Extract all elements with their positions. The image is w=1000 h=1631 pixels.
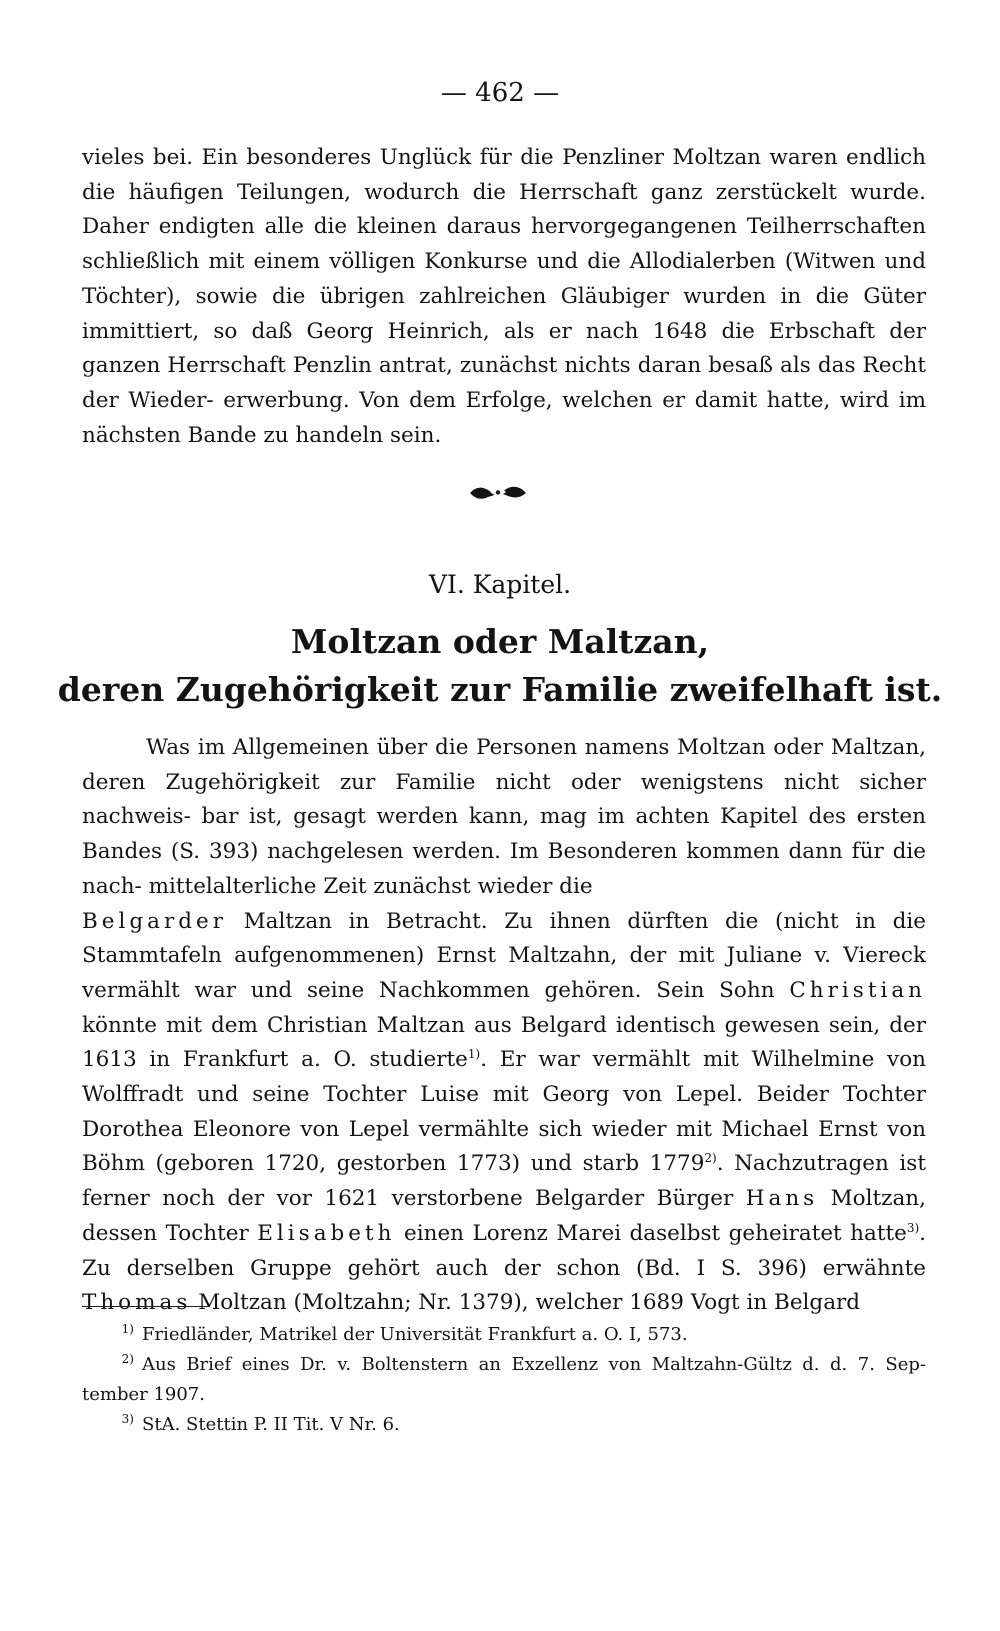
text-span: . Nachzutragen ist ferner noch der vor 1621 verstorbene Belgarder Bürger — [82, 1151, 926, 1212]
footnote-text: StA. Stettin P. II Tit. V Nr. 6. — [142, 1414, 400, 1435]
spaced-name-christian: Christian — [789, 977, 926, 1003]
text-span: Was im Allgemeinen über die Personen namens Moltzan oder Maltzan, deren Zugehörigkeit zur Familie nicht oder wenigstens nicht sicher nachweis- bar ist, gesagt werden kann, mag im achten Kapitel des ersten Bandes (S. 393) nachgelesen werden. Im Besonderen kommen dann für die nach- mittelalterliche Zeit zunächst wieder die — [82, 735, 926, 899]
spaced-name-hans: Hans — [745, 1186, 819, 1212]
footnote-text: Aus Brief eines Dr. v. Boltenstern an Exzellenz von Maltzahn-Gültz d. d. 7. Sep- tember 1907. — [82, 1354, 926, 1405]
text-span: . Zu derselben Gruppe gehört auch der schon (Bd. I S. 396) erwähnte — [82, 1220, 927, 1281]
text-span: Moltzan, dessen Tochter — [82, 1186, 926, 1246]
page-number: — 462 — — [440, 78, 560, 108]
text-span: . Er war vermählt mit Wilhelmine von Wolffradt und seine Tochter Luise mit Georg von Lepel. Beider Tochter Dorothea Eleonore von Lepel vermählte sich wieder mit Michael Ernst von Böhm (geboren 1720, gestorben 1773) und starb 1779 — [82, 1047, 926, 1177]
paragraph-continuation: vieles bei. Ein besonderes Unglück für die Penzliner Moltzan waren endlich die häufigen Teilungen, wodurch die Herrschaft ganz zerstückelt wurde. Daher endigten alle die kleinen daraus hervorgegangenen Teilherrschaften schließlich mit einem völligen Konkurse und die Allodialerben (Witwen und Töchter), sowie die übrigen zahlreichen Gläubiger wurden in die Güter immittiert, so daß Georg Heinrich, als er nach 1648 die Erbschaft der ganzen Herrschaft Penzlin antrat, zunächst nichts daran besaß als das Recht der Wieder- erwerbung. Von dem Erfolge, welchen er damit hatte, wird im nächsten Bande zu handeln sein. — [82, 145, 926, 448]
footnotes — [82, 1320, 926, 1440]
chapter-title-line1: Moltzan oder Maltzan, — [290, 622, 710, 661]
text-span: Moltzan (Moltzahn; Nr. 1379), welcher 1689 Vogt in Belgard — [198, 1290, 861, 1316]
footnote-1: $^{1)}$ Friedländer, Matrikel der Universität Frankfurt a. O. I, 573. — [121, 1322, 688, 1345]
text-span: Maltzan in Betracht. Zu ihnen dürften die (nicht in die Stammtafeln aufgenommenen) Ernst Maltzahn, der mit Juliane v. Viereck vermählt war und seine Nachkommen gehören. Sein Sohn — [82, 908, 926, 1003]
spaced-name-elisabeth: Elisabeth — [257, 1220, 396, 1246]
text-span: einen Lorenz Marei daselbst geheiratet hatte — [404, 1220, 907, 1246]
footnote-3: $^{3)}$ StA. Stettin P. II Tit. V Nr. 6. — [121, 1412, 400, 1435]
footnote-text: Friedländer, Matrikel der Universität Frankfurt a. O. I, 573. — [142, 1324, 688, 1345]
footnote-ref-2[interactable]: 2) — [704, 1151, 717, 1166]
spaced-name-belgarder: Belgarder — [82, 908, 228, 934]
spaced-name-thomas: Thomas — [82, 1290, 192, 1316]
footnote-rule — [82, 1306, 210, 1307]
footnote-ref-3[interactable]: 3) — [906, 1220, 920, 1235]
footnote-ref-1[interactable]: 1) — [467, 1047, 481, 1062]
chapter-label: VI. Kapitel. — [428, 570, 572, 599]
text-span: könnte mit dem Christian Maltzan aus Belgard identisch gewesen sein, der 1613 in Frankfurt a. O. studierte — [82, 1012, 926, 1073]
paragraph-main — [82, 731, 926, 1321]
footnote-2: $^{2)}$ Aus Brief eines Dr. v. Boltenstern an Exzellenz von Maltzahn-Gültz d. d. 7. Sep- tember 1907. — [82, 1352, 926, 1405]
chapter-title-line2: deren Zugehörigkeit zur Familie zweifelhaft ist. — [57, 670, 943, 709]
ornament-divider-icon — [466, 482, 530, 504]
